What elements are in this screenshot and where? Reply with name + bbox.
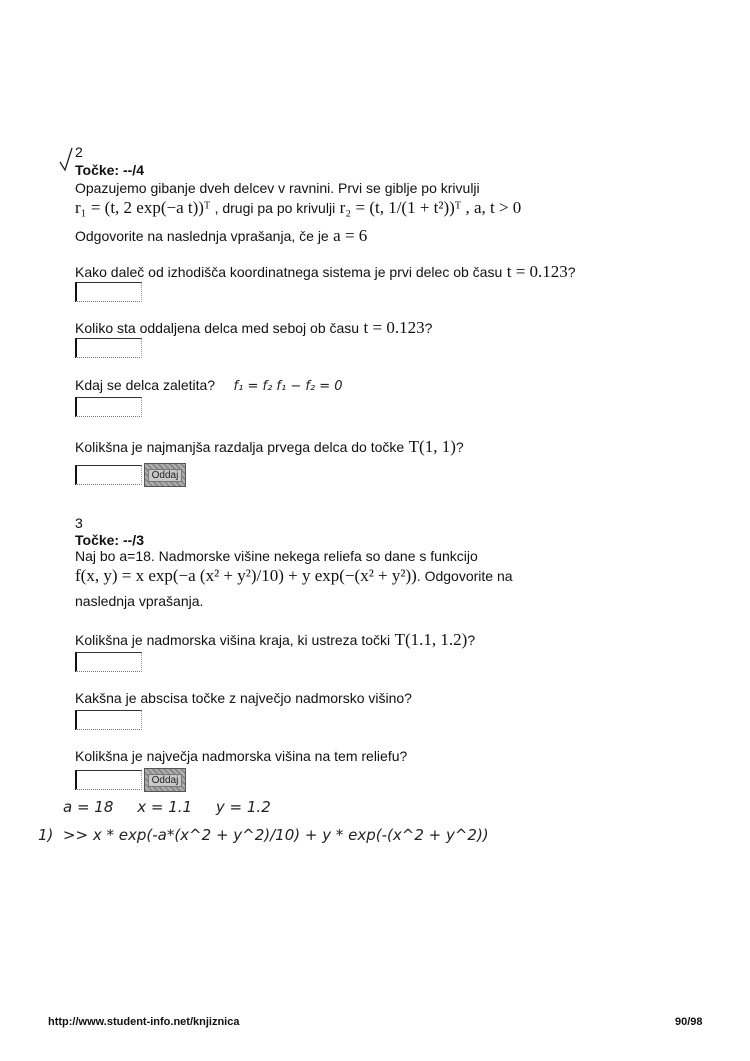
handwritten-note: f₁ = f₂ f₁ − f₂ = 0 xyxy=(233,379,343,394)
handwritten-values: a = 18 x = 1.1 y = 1.2 xyxy=(63,798,271,816)
a-value: a = 6 xyxy=(333,226,368,245)
subquestion-end: ? xyxy=(467,632,476,648)
question-formula-line xyxy=(75,198,521,218)
formula: f(x, y) = x exp(−a (x² + y²)/10) + y exp(−(x² + y²)) xyxy=(75,566,417,585)
question-formula-line xyxy=(75,566,513,586)
answer-prompt: Odgovorite na naslednja vprašanja, če je xyxy=(75,228,329,244)
subquestion-end: ? xyxy=(455,439,464,455)
subquestion-text: Kolikšna je najmanjša razdalja prvega delca do točke xyxy=(75,439,405,455)
question-intro: Naj bo a=18. Nadmorske višine nekega reliefa so dane s funkcijo xyxy=(75,548,478,564)
formula-condition: , a, t > 0 xyxy=(465,198,522,217)
subquestion-text: Koliko sta oddaljena delca med seboj ob času xyxy=(75,320,360,336)
answer-input[interactable] xyxy=(75,652,142,672)
checkmark-icon xyxy=(58,146,74,172)
submit-button[interactable]: Oddaj xyxy=(144,463,186,487)
subquestion-4 xyxy=(75,437,464,457)
answer-input[interactable] xyxy=(75,465,142,485)
formula-middle-text: , drugi pa po krivulji xyxy=(214,200,336,216)
answer-input[interactable] xyxy=(75,338,142,358)
subquestion-end: ? xyxy=(424,320,433,336)
page-number: 90/98 xyxy=(675,1016,703,1028)
submit-button[interactable]: Oddaj xyxy=(144,768,186,792)
subquestion-1 xyxy=(75,630,475,650)
question-points: Točke: --/3 xyxy=(75,532,144,548)
question-number: 3 xyxy=(75,515,83,531)
subquestion-text: Kako daleč od izhodišča koordinatnega sistema je prvi delec ob času xyxy=(75,264,503,280)
question-intro: Opazujemo gibanje dveh delcev v ravnini. Prvi se giblje po krivulji xyxy=(75,180,480,196)
formula-r2: r₂ = (t, 1/(1 + t²))ᵀ xyxy=(339,198,461,217)
answer-input[interactable] xyxy=(75,282,142,302)
answer-input[interactable] xyxy=(75,397,142,417)
answer-input[interactable] xyxy=(75,770,142,790)
subquestion-math: t = 0.123 xyxy=(363,318,425,337)
subquestion-2: Kakšna je abscisa točke z največjo nadmorsko višino? xyxy=(75,690,412,706)
footer-url[interactable]: http://www.student-info.net/knjiznica xyxy=(48,1016,240,1028)
subquestion-2 xyxy=(75,318,432,338)
subquestion-text: Kolikšna je nadmorska višina kraja, ki ustreza točki xyxy=(75,632,391,648)
answer-prompt-line xyxy=(75,226,367,246)
question-number: 2 xyxy=(75,144,83,160)
subquestion-text: Kdaj se delca zaletita? xyxy=(75,377,216,393)
subquestion-math: T(1.1, 1.2) xyxy=(394,630,468,649)
subquestion-math: t = 0.123 xyxy=(506,262,568,281)
subquestion-1 xyxy=(75,262,576,282)
answer-input[interactable] xyxy=(75,710,142,730)
subquestion-math: T(1, 1) xyxy=(408,437,456,456)
subquestion-3: Kolikšna je največja nadmorska višina na tem reliefu? xyxy=(75,748,408,764)
question-points: Točke: --/4 xyxy=(75,162,144,178)
question-intro-end: naslednja vprašanja. xyxy=(75,593,204,609)
subquestion-end: ? xyxy=(567,264,576,280)
subquestion-3 xyxy=(75,377,343,395)
handwritten-command: 1) >> x * exp(-a*(x^2 + y^2)/10) + y * exp(-(x^2 + y^2)) xyxy=(38,826,489,844)
formula-r1: r₁ = (t, 2 exp(−a t))ᵀ xyxy=(75,198,211,217)
formula-tail: . Odgovorite na xyxy=(416,568,513,584)
